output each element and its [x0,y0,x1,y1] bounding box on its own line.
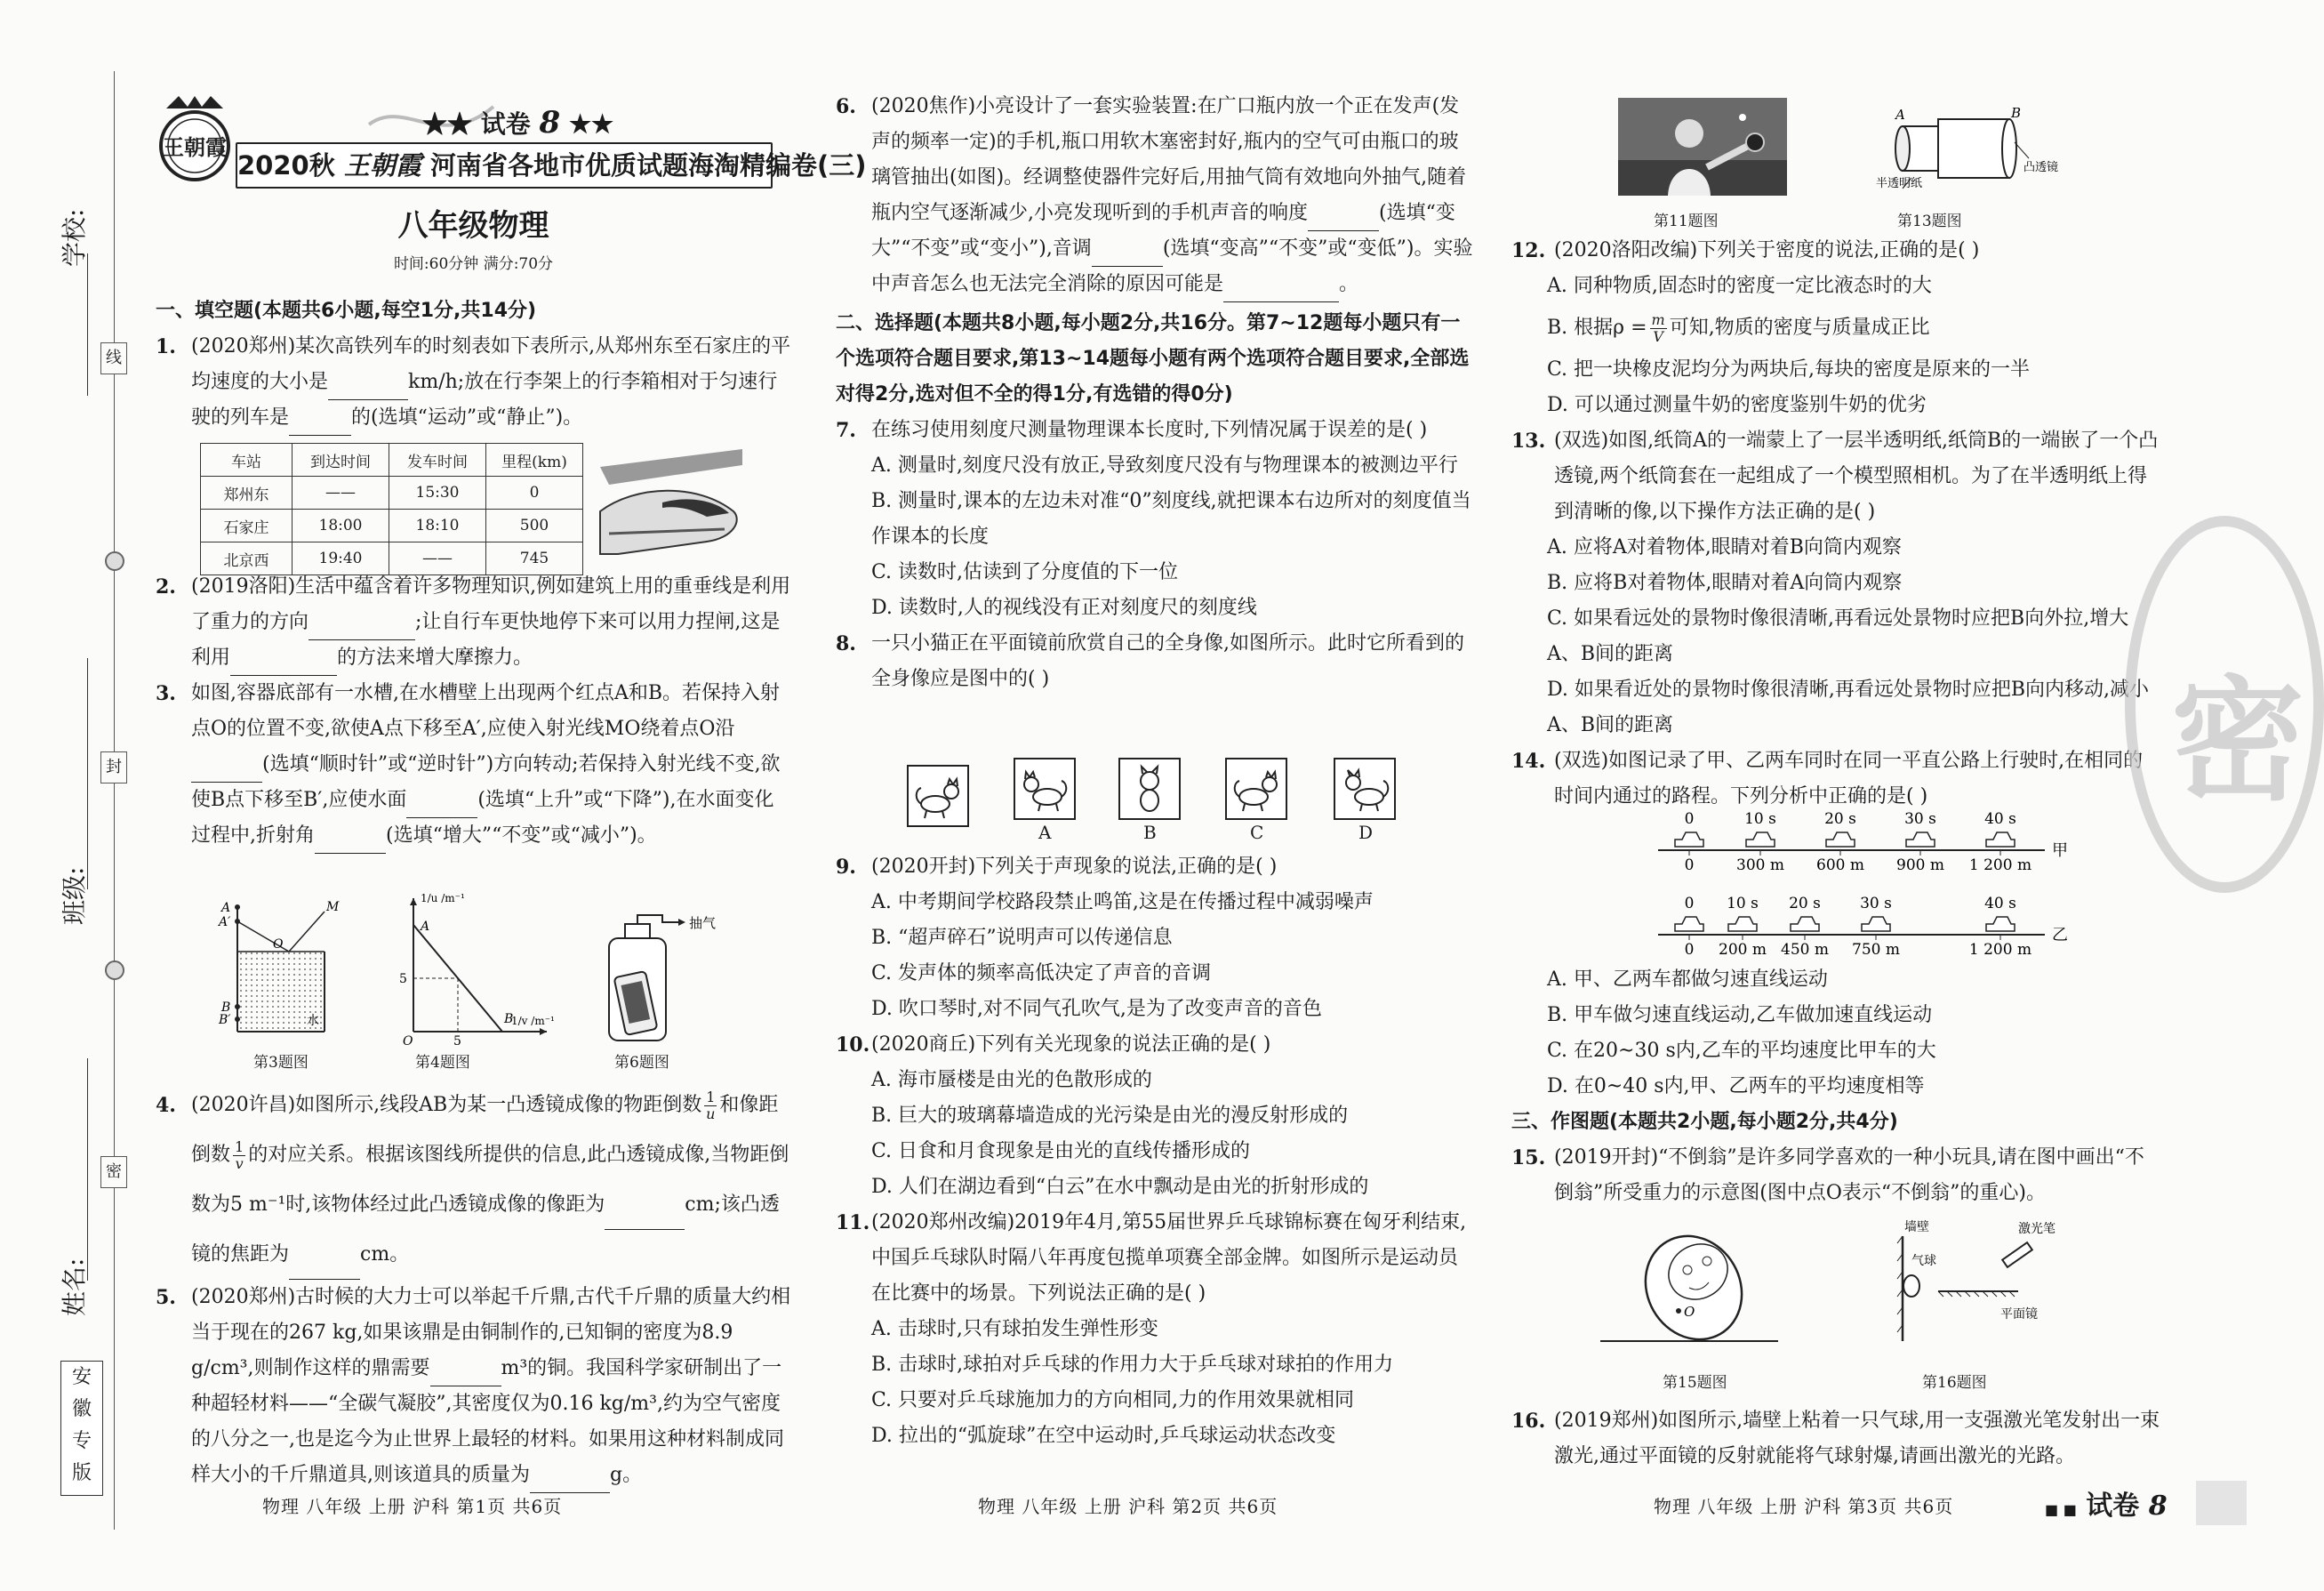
table-header: 到达时间 [293,444,389,477]
question-stem: (2020商丘)下列有关光现象的说法正确的是( ) [871,1033,1271,1056]
answer-blank[interactable] [328,376,408,400]
table-cell: 18:10 [389,510,486,542]
page-footer: 物理 八年级 上册 沪科 第2页 共6页 [978,1496,1278,1517]
name-label: 姓名: [60,1258,89,1316]
question-text: g。 [610,1464,643,1486]
figure-16-caption: 第16题图 [1922,1374,1987,1392]
point-label: A [1895,107,1905,123]
figure-15 [1600,1218,1778,1352]
school-label: 学校: [60,208,89,267]
table-cell: 0 [486,477,583,510]
question-11 [836,1205,1476,1312]
figure-15-caption: 第15题图 [1663,1374,1727,1392]
question-8 [836,626,1476,697]
option-label: A [1038,822,1052,843]
option-a[interactable]: A. 中考期间学校路段禁止鸣笛,这是在传播过程中减弱噪声 [871,891,1374,913]
badge-stars: ★★ [422,109,473,139]
car-icon [1728,917,1757,931]
question-stem: 一只小猫正在平面镜前欣赏自己的全身像,如图所示。此时它所看到的全身像应是图中的( ) [871,632,1464,690]
question-text: cm。 [360,1243,410,1266]
answer-blank[interactable] [230,652,337,676]
question-text: (选填“顺时针”或“逆时针”)方向转动;若保持入射光线不变,欲使B点下移至B′,应使水面 [191,753,781,811]
answer-blank[interactable] [406,794,477,818]
question-text: m³的铜。我国科学家研制出了一种超轻材料——“全碳气凝胶”,其密度仅为0.16 kg/m³,约为空气密度的八分之一,也是迄今为止世界上最轻的材料。如果用这种材料制成同样大小的千斤鼎道具,则该道具的质量为 [191,1357,784,1486]
time-label: 30 s [1904,810,1936,828]
table-row [201,477,583,510]
fraction-numerator: 1 [235,1137,244,1155]
point-label: A [221,901,231,915]
car-icon [1986,917,2015,931]
point-label: O [273,937,284,952]
answer-blank[interactable] [309,616,415,640]
question-text: (选填“增大”“不变”或“减小”)。 [386,824,657,847]
question-stem: (2020洛阳改编)下列关于密度的说法,正确的是( ) [1554,239,1980,261]
table-cell: 15:30 [389,477,486,510]
point-label: M [326,900,340,914]
pump-label: 抽气 [689,915,717,931]
question-5 [156,1280,791,1493]
question-text: (选填“变高”“不变”或“变低”)。实验中声音怎么也无法完全消除的原因可能是 [871,237,1473,295]
car-icon [1675,917,1703,931]
table-cell: 18:00 [293,510,389,542]
class-label: 班级: [60,866,89,925]
option-d[interactable]: D. 拉出的“弧旋球”在空中运动时,乒乓球运动状态改变 [871,1425,1336,1447]
time-label: 0 [1684,810,1695,828]
y-axis-label: 1/u /m⁻¹ [421,892,465,904]
question-2 [156,569,791,676]
center-of-gravity-label: O [1684,1304,1695,1320]
car-icon [1746,832,1775,847]
option-text: B. 根据ρ = [1547,317,1647,339]
section-3-heading: 三、作图题(本题共2小题,每小题2分,共4分) [1511,1111,1898,1133]
distance-label: 200 m [1719,941,1767,959]
question-number: 16. [1511,1410,1546,1433]
cat-original-image [907,765,969,827]
point-label: B [221,1000,231,1015]
edition-char: 徽 [71,1398,92,1420]
table-cell: 石家庄 [201,510,293,542]
option-d[interactable]: D. 可以通过测量牛奶的密度鉴别牛奶的优劣 [1547,394,1927,416]
fraction-denominator: v [235,1154,244,1172]
binding-line [114,71,115,1530]
question-text: (2019郑州)如图所示,墙壁上粘着一只气球,用一支强激光笔发射出一束激光,通过平面镜的反射就能将气球射爆,请画出激光的光路。 [1554,1410,2160,1467]
tag-number: 8 [2148,1491,2168,1522]
question-text: 。 [1339,273,1359,295]
question-stem: (双选)如图,纸筒A的一端蒙上了一层半透明纸,纸筒B的一端嵌了一个凸透镜,两个纸筒套在一起组成了一个模型照相机。为了在半透明纸上得到清晰的像,以下操作方法正确的是( ) [1554,430,2159,523]
question-number: 13. [1511,430,1546,453]
question-text: 的方法来增大摩擦力。 [337,647,533,669]
car-row-label: 乙 [2052,926,2068,944]
edition-char: 版 [71,1462,92,1484]
figure-13 [1876,107,2072,196]
option-c[interactable]: C. 发声体的频率高低决定了声音的音调 [871,962,1212,984]
schedule-table-wrap [200,443,583,575]
option-a[interactable]: A. 应将A对着物体,眼睛对着B向筒内观察 [1547,536,1902,558]
question-text: cm;该凸透镜的焦距为 [191,1193,780,1266]
time-label: 20 s [1789,895,1821,912]
question-stem: (2020开封)下列关于声现象的说法,正确的是( ) [871,856,1278,878]
seal-char-1: 线 [100,342,127,374]
distance-label: 300 m [1736,856,1784,874]
question-text: 的对应关系。根据该图线所提供的信息,此凸透镜成像,当物距倒数为5 m⁻¹时,该物体经过此凸透镜成像的像距为 [191,1144,789,1216]
option-b[interactable]: B. 测量时,课本的左边未对准“0”刻度线,就把课本右边所对的刻度值当作课本的长度 [871,490,1471,548]
page-edge-strip [2196,1481,2247,1525]
badge-stars: ★★ [568,109,614,139]
question-16 [1511,1403,2160,1474]
fraction-denominator: u [706,1105,716,1122]
fraction-m-over-v [1650,312,1667,345]
option-c[interactable]: C. 在20~30 s内,乙车的平均速度比甲车的大 [1547,1040,1936,1062]
brand-logo [157,96,232,181]
option-b[interactable] [1511,304,2160,352]
x-axis-label: 1/v /m⁻¹ [511,1015,555,1027]
time-label: 0 [1684,895,1695,912]
watermark-seal [2125,516,2324,893]
table-cell: 19:40 [293,542,389,575]
school-field[interactable] [87,253,88,396]
table-row [201,510,583,542]
point-label: A [421,920,430,934]
binding-hole-1 [105,551,124,571]
option-b[interactable]: B. 巨大的玻璃幕墙造成的光污染是由光的漫反射形成的 [871,1105,1349,1127]
edition-char: 专 [71,1430,92,1452]
figure-14-svg [1654,811,2098,962]
tag-squares: ■ ■ [2045,1501,2077,1518]
fraction-numerator: m [1651,310,1665,328]
table-cell: —— [293,477,389,510]
question-text: 的(选填“运动”或“静止”)。 [351,406,583,429]
answer-blank[interactable] [430,1362,501,1386]
table-header: 车站 [201,444,293,477]
question-13 [1511,423,2160,530]
figure-3 [218,898,342,1049]
car-icon [1986,832,2015,847]
brand-logo-text: 王朝霞 [163,134,227,160]
figure-3-caption: 第3题图 [253,1054,309,1072]
section-1-heading: 一、填空题(本题共6小题,每空1分,共14分) [156,300,537,322]
option-c[interactable]: C. 如果看远处的景物时像很清晰,再看远处景物时应把B向外拉,增大A、B间的距离 [1547,607,2129,665]
water-label: 水 [307,1014,319,1028]
option-b[interactable]: B. 击球时,球拍对乒乓球的作用力大于乒乓球对球拍的作用力 [871,1354,1394,1376]
page-footer: 物理 八年级 上册 沪科 第1页 共6页 [262,1496,563,1517]
question-number: 5. [156,1286,176,1309]
option-c[interactable]: C. 读数时,估读到了分度值的下一位 [871,561,1179,583]
fraction-denominator: V [1653,327,1663,345]
question-number: 4. [156,1094,176,1117]
figure-11-caption: 第11题图 [1654,213,1719,230]
cat-option-c-image[interactable] [1225,758,1287,820]
question-number: 15. [1511,1146,1546,1169]
edition-char: 安 [71,1366,92,1388]
origin-label: O [403,1034,413,1049]
badge-number: 8 [539,105,561,141]
car-icon [1862,917,1890,931]
paper-label: 半透明纸 [1876,177,1923,190]
mirror-label: 平面镜 [2000,1307,2038,1322]
option-a[interactable]: A. 甲、乙两车都做匀速直线运动 [1547,968,1828,991]
time-label: 30 s [1860,895,1892,912]
table-cell: 500 [486,510,583,542]
question-stem: (2020郑州改编)2019年4月,第55届世界乒乓球锦标赛在匈牙利结束,中国乒乓球队时隔八年再度包揽单项赛全部金牌。如图所示是运动员在比赛中的场景。下列说法正确的是( ) [871,1211,1467,1305]
distance-label: 0 [1684,856,1695,874]
option-a[interactable]: A. 测量时,刻度尺没有放正,导致刻度尺没有与物理课本的被测边平行 [871,454,1458,477]
title-year: 2020秋 [237,150,335,181]
question-text: 和像距倒数 [191,1094,779,1166]
option-b[interactable]: B. 甲车做匀速直线运动,乙车做加速直线运动 [1547,1004,1933,1026]
answer-blank[interactable] [1092,243,1163,267]
answer-blank[interactable] [289,412,351,436]
question-4 [156,1081,791,1280]
time-label: 10 s [1727,895,1759,912]
cat-option-d-image[interactable] [1334,758,1396,820]
question-number: 2. [156,575,176,599]
question-3 [156,676,791,854]
question-number: 14. [1511,750,1546,773]
table-cell: 郑州东 [201,477,293,510]
option-b[interactable]: B. 应将B对着物体,眼睛对着A向筒内观察 [1547,572,1903,594]
name-field[interactable] [87,1058,88,1281]
answer-blank[interactable] [605,1206,685,1230]
question-14 [1511,743,2160,815]
point-label: B [2011,105,2022,121]
question-text: (选填“上升”或“下降”),在水面变化过程中,折射角 [191,789,774,847]
figure-11-photo [1618,98,1787,196]
seal-char-2: 封 [100,751,127,783]
option-d[interactable]: D. 吹口琴时,对不同气孔吹气,是为了改变声音的音色 [871,998,1322,1020]
option-c[interactable]: C. 日食和月食现象是由光的直线传播形成的 [871,1140,1251,1162]
car-row-label: 甲 [2052,841,2068,860]
title-banner [236,142,867,189]
table-cell: —— [389,542,486,575]
question-text: (2020郑州)某次高铁列车的时刻表如下表所示,从郑州东至石家庄的平均速度的大小是 [191,335,791,393]
option-a[interactable]: A. 海市蜃楼是由光的色散形成的 [871,1069,1152,1091]
exam-meta: 时间:60分钟 满分:70分 [393,255,554,273]
fraction-1-over-u [704,1089,717,1122]
option-d[interactable]: D. 在0~40 s内,甲、乙两车的平均速度相等 [1547,1075,1925,1097]
question-number: 12. [1511,239,1546,262]
badge [422,105,613,141]
question-stem: (双选)如图记录了甲、乙两车同时在同一平直公路上行驶时,在相同的时间内通过的路程。下列分析中正确的是( ) [1554,750,2144,808]
answer-blank[interactable] [1308,207,1379,231]
cat-option-a-image[interactable] [1014,758,1076,820]
subject-title: 八年级物理 [397,208,549,244]
option-label: D [1358,822,1374,843]
question-15 [1511,1140,2160,1211]
tag-label: 试卷 [2086,1491,2140,1522]
figure-4 [387,889,556,1049]
point-label: A′ [219,915,231,929]
lens-label: 凸透镜 [2023,161,2059,174]
question-number: 10. [836,1033,870,1057]
question-1 [156,329,791,436]
question-number: 8. [836,632,856,655]
option-c[interactable]: C. 只要对乒乓球施加力的方向相同,力的作用效果就相同 [871,1389,1355,1411]
page-footer: 物理 八年级 上册 沪科 第3页 共6页 [1654,1496,1954,1517]
option-label: C [1250,822,1264,843]
binding-strip [0,0,151,1591]
question-text: (2020郑州)古时候的大力士可以举起千斤鼎,古代千斤鼎的质量大约相当于现在的267 kg,如果该鼎是由铜制作的,已知铜的密度为8.9 g/cm³,则制作这样的鼎需要 [191,1286,791,1379]
distance-label: 750 m [1852,941,1900,959]
class-field[interactable] [87,658,88,889]
question-number: 1. [156,335,176,358]
title-brand: 王朝霞 [343,150,421,181]
distance-label: 600 m [1816,856,1864,874]
question-6 [836,89,1476,302]
option-d[interactable]: D. 如果看近处的景物时像很清晰,再看远处景物时应把B向内移动,减小A、B间的距离 [1547,679,2149,736]
table-cell: 745 [486,542,583,575]
watermark-char: 密 [2171,663,2305,819]
answer-blank[interactable] [1223,278,1339,302]
question-number: 7. [836,419,856,442]
question-text: ;让自行车更快地停下来可以用力捏闸,这是利用 [191,611,781,669]
question-text: km/h;放在行李架上的行李箱相对于匀速行驶的列车是 [191,371,778,429]
option-a[interactable]: A. 击球时,只有球拍发生弹性形变 [871,1318,1158,1340]
answer-blank[interactable] [289,1256,360,1280]
cat-option-b-image[interactable] [1118,758,1181,820]
option-a[interactable]: A. 同种物质,固态时的密度一定比液态时的大 [1547,275,1932,297]
distance-label: 0 [1684,941,1695,959]
title-text: 河南省各地市优质试题海淘精编卷(三) [429,150,867,181]
question-text: (2019洛阳)生活中蕴含着许多物理知识,例如建筑上用的重垂线是利用了重力的方向 [191,575,791,633]
table-cell: 北京西 [201,542,293,575]
question-10 [836,1027,1476,1063]
laser-label: 激光笔 [2018,1222,2056,1236]
answer-blank[interactable] [191,759,262,783]
balloon-label: 气球 [1911,1254,1936,1268]
section-2-heading: 二、选择题(本题共8小题,每小题2分,共16分。第7~12题每小题只有一个选项符合题目要求,第13~14题每小题有两个选项符合题目要求,全部选对得2分,选对但不全的得1分,有选错的得0分) [836,312,1470,406]
question-stem: 在练习使用刻度尺测量物理课本长度时,下列情况属于误差的是( ) [871,419,1428,441]
x-tick-label: 5 [453,1034,461,1049]
question-number: 3. [156,682,176,705]
distance-label: 1 200 m [1968,856,2032,874]
answer-blank[interactable] [530,1469,610,1493]
question-number: 6. [836,95,856,118]
question-7 [836,413,1476,448]
point-label: B [504,1012,514,1026]
option-d[interactable]: D. 人们在湖边看到“白云”在水中飘动是由光的折射形成的 [871,1176,1369,1198]
time-label: 40 s [1984,810,2016,828]
time-label: 40 s [1984,895,2016,912]
table-header: 里程(km) [486,444,583,477]
option-text: 可知,物质的密度与质量成正比 [1669,317,1930,339]
figure-13-caption: 第13题图 [1897,213,1962,230]
schedule-table [200,443,583,575]
edition-badge [60,1361,103,1496]
question-12 [1511,233,2160,269]
figure-6 [600,912,716,1049]
time-label: 20 s [1824,810,1856,828]
car-icon [1906,832,1935,847]
option-b[interactable]: B. “超声碎石”说明声可以传递信息 [871,927,1173,949]
wall-label: 墙壁 [1904,1220,1929,1234]
train-image [600,449,742,554]
figure-4-caption: 第4题图 [415,1054,470,1072]
distance-label: 900 m [1896,856,1944,874]
table-header-row [201,444,583,477]
option-c[interactable]: C. 把一块橡皮泥均分为两块后,每块的密度是原来的一半 [1547,358,2031,381]
question-text: (2020许昌)如图所示,线段AB为某一凸透镜成像的物距倒数 [191,1094,702,1116]
option-label: B [1143,822,1157,843]
question-text: 如图,容器底部有一水槽,在水槽壁上出现两个红点A和B。若保持入射点O的位置不变,欲使A点下移至A′,应使入射光线MO绕着点O沿 [191,682,781,740]
point-label: B′ [219,1013,231,1027]
fraction-numerator: 1 [706,1088,716,1105]
answer-blank[interactable] [315,830,386,854]
badge-label: 试卷 [480,109,531,139]
question-text: (2020焦作)小亮设计了一套实验装置:在广口瓶内放一个正在发声(发声的频率一定)的手机,瓶口用软木塞密封好,瓶内的空气可由瓶口的玻璃管抽出(如图)。经调整使器件完好后,用抽气筒有效地向外抽气,随着瓶内空气逐渐减少,小亮发现听到的手机声音的响度 [871,95,1467,224]
question-number: 11. [836,1211,870,1234]
figure-16 [1885,1218,2089,1352]
question-number: 9. [836,856,856,879]
question-text: (2019开封)“不倒翁”是许多同学喜欢的一种小玩具,请在图中画出“不倒翁”所受重力的示意图(图中点O表示“不倒翁”的重心)。 [1554,1146,2144,1204]
question-text: (选填“变大”“不变”或“变小”),音调 [871,202,1455,260]
car-icon [1675,832,1703,847]
table-header: 发车时间 [389,444,486,477]
y-tick-label: 5 [399,972,407,986]
distance-label: 450 m [1781,941,1829,959]
distance-label: 1 200 m [1968,941,2032,959]
figure-6-caption: 第6题图 [614,1054,669,1072]
question-9 [836,849,1476,885]
car-icon [1826,832,1855,847]
figure-14 [1654,811,2098,962]
option-d[interactable]: D. 读数时,人的视线没有正对刻度尺的刻度线 [871,597,1257,619]
car-icon [1791,917,1819,931]
time-label: 10 s [1744,810,1776,828]
seal-char-3: 密 [100,1156,127,1188]
fraction-1-over-v [233,1139,245,1172]
binding-hole-2 [105,960,124,980]
